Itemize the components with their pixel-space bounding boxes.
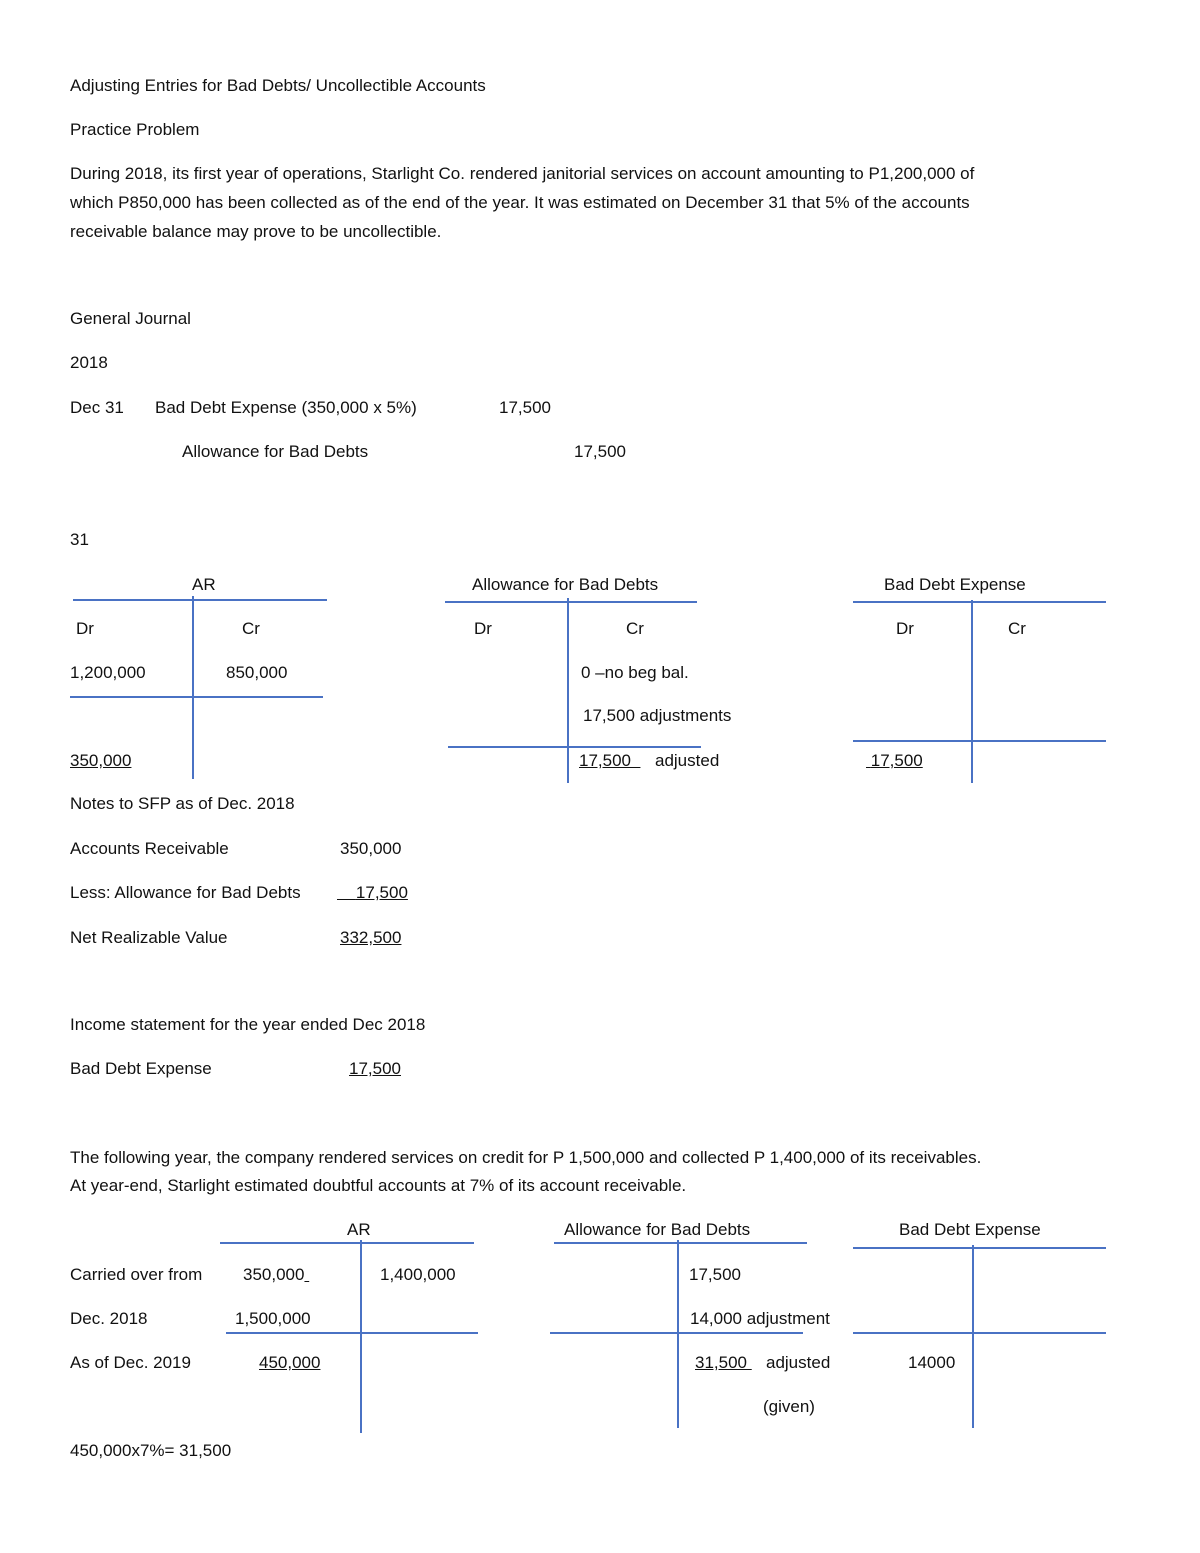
ar-balance: 350,000 <box>70 751 132 770</box>
t-account-top-rule <box>445 601 697 603</box>
ar-collections-value: 1,400,000 <box>380 1265 456 1284</box>
allowance-balance: 17,500 <box>579 751 631 770</box>
ar-services-value: 1,500,000 <box>235 1309 311 1328</box>
t-account-title: AR <box>192 575 216 594</box>
cr-label: Cr <box>626 619 644 638</box>
allowance-balance-label: adjusted <box>766 1353 831 1372</box>
t-account-top-rule <box>853 1247 1106 1249</box>
journal-title: General Journal <box>70 309 191 328</box>
t-account-total-rule <box>853 740 1106 742</box>
notes-allowance-value: 17,500 <box>355 883 408 902</box>
notes-ar-value: 350,000 <box>340 839 402 858</box>
problem-text-line: which P850,000 has been collected as of the end of the year. It was estimated on December 31 that 5% of the accounts <box>70 193 970 212</box>
problem-text-line: During 2018, its first year of operations, Starlight Co. rendered janitorial services on account amounting to P1,200,000 of <box>70 164 975 183</box>
section2-text-line: The following year, the company rendered services on credit for P 1,500,000 and collected P 1,400,000 of its receivables. <box>70 1148 982 1167</box>
t-account-top-rule <box>554 1242 807 1244</box>
allowance-beginning: 17,500 <box>689 1265 741 1284</box>
ar-row-label: Dec. 2018 <box>70 1309 148 1328</box>
t-account-top-rule <box>853 601 1106 603</box>
allowance-adjustment: 17,500 adjustments <box>583 706 732 725</box>
t-account-total-rule <box>853 1332 1106 1334</box>
income-title: Income statement for the year ended Dec 2018 <box>70 1015 426 1034</box>
allowance-2019-balance: 31,500 <box>695 1353 747 1372</box>
subtitle: Practice Problem <box>70 120 200 139</box>
ar-carried-value: 350,000 <box>243 1265 305 1284</box>
allowance-adjustment: 14,000 adjustment <box>690 1309 830 1328</box>
notes-nrv-value: 332,500 <box>340 928 402 947</box>
dr-label: Dr <box>76 619 94 638</box>
dr-label: Dr <box>896 619 914 638</box>
notes-ar-label: Accounts Receivable <box>70 839 229 858</box>
journal-date: Dec 31 <box>70 398 124 417</box>
notes-title: Notes to SFP as of Dec. 2018 <box>70 794 295 813</box>
ar-row-label: As of Dec. 2019 <box>70 1353 191 1372</box>
t-account-title: AR <box>347 1220 371 1239</box>
t-account-title: Allowance for Bad Debts <box>564 1220 751 1239</box>
allowance-note: (given) <box>763 1397 815 1416</box>
formula: 450,000x7%= 31,500 <box>70 1441 232 1460</box>
t-account-title: Bad Debt Expense <box>899 1220 1041 1239</box>
journal-debit-amount: 17,500 <box>499 398 551 417</box>
t-account-total-rule <box>550 1332 803 1334</box>
cr-label: Cr <box>242 619 260 638</box>
allowance-balance-label: adjusted <box>655 751 720 770</box>
journal-debit-account: Bad Debt Expense (350,000 x 5%) <box>155 398 417 417</box>
t-account-total-rule <box>70 696 323 698</box>
ar-debit-value: 1,200,000 <box>70 663 146 682</box>
ar-2019-balance: 450,000 <box>259 1353 321 1372</box>
t-account-divider <box>567 598 569 783</box>
allowance-beginning: 0 –no beg bal. <box>581 663 689 682</box>
page-title: Adjusting Entries for Bad Debts/ Uncollectible Accounts <box>70 76 486 95</box>
problem-text-line: receivable balance may prove to be uncollectible. <box>70 222 442 241</box>
t-account-divider <box>971 600 973 783</box>
t-account-divider <box>677 1240 679 1428</box>
t-account-divider <box>360 1240 362 1433</box>
t-account-title: Bad Debt Expense <box>884 575 1026 594</box>
t-account-top-rule <box>220 1242 474 1244</box>
t-account-total-rule <box>448 746 701 748</box>
t-account-top-rule <box>73 599 327 601</box>
cr-label: Cr <box>1008 619 1026 638</box>
income-value: 17,500 <box>349 1059 401 1078</box>
income-label: Bad Debt Expense <box>70 1059 212 1078</box>
notes-nrv-label: Net Realizable Value <box>70 928 228 947</box>
t-account-divider <box>972 1245 974 1428</box>
expense-balance: 17,500 <box>870 751 923 770</box>
journal-credit-amount: 17,500 <box>574 442 626 461</box>
notes-allowance-label: Less: Allowance for Bad Debts <box>70 883 301 902</box>
section2-text-line: At year-end, Starlight estimated doubtful accounts at 7% of its account receivable. <box>70 1176 687 1195</box>
ar-credit-value: 850,000 <box>226 663 288 682</box>
ar-row-label: Carried over from <box>70 1265 203 1284</box>
expense-2019-value: 14000 <box>908 1353 956 1372</box>
t-account-divider <box>192 596 194 779</box>
journal-year: 2018 <box>70 353 108 372</box>
t-account-title: Allowance for Bad Debts <box>472 575 659 594</box>
dr-label: Dr <box>474 619 492 638</box>
section-day: 31 <box>70 530 89 549</box>
journal-credit-account: Allowance for Bad Debts <box>182 442 369 461</box>
t-account-total-rule <box>226 1332 478 1334</box>
